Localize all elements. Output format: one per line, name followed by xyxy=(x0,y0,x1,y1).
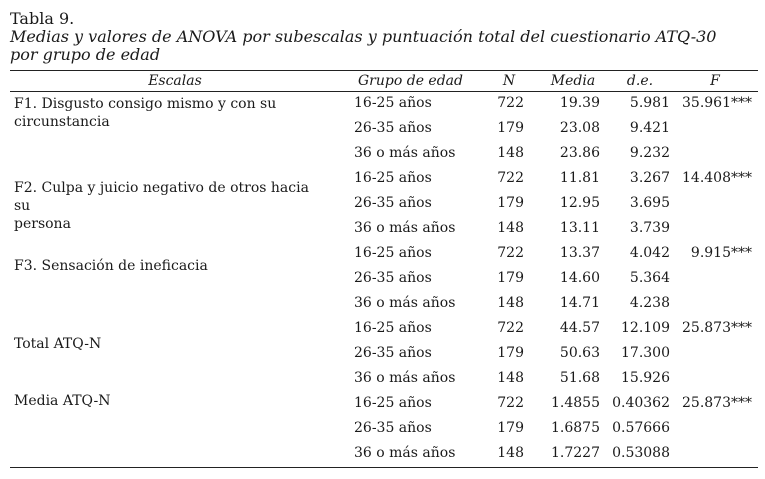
cell-media: 50.63 xyxy=(559,345,600,361)
cell-n: 148 xyxy=(497,220,524,236)
cell-de: 0.40362 xyxy=(612,395,670,411)
table-row xyxy=(10,417,758,442)
table-row xyxy=(10,342,758,367)
cell-grupo: 36 o más años xyxy=(354,370,456,386)
cell-n: 722 xyxy=(497,245,524,261)
table-row xyxy=(10,167,758,192)
cell-n: 722 xyxy=(497,320,524,336)
cell-de: 5.981 xyxy=(629,95,670,111)
cell-grupo: 16-25 años xyxy=(354,170,432,186)
table-row xyxy=(10,192,758,217)
header-grupo-de-edad: Grupo de edad xyxy=(358,73,463,89)
cell-grupo: 16-25 años xyxy=(354,320,432,336)
cell-grupo: 36 o más años xyxy=(354,445,456,461)
cell-media: 51.68 xyxy=(559,370,600,386)
table-caption xyxy=(10,10,755,64)
cell-de: 3.739 xyxy=(629,220,670,236)
cell-grupo: 36 o más años xyxy=(354,145,456,161)
cell-de: 9.232 xyxy=(629,145,670,161)
cell-media: 12.95 xyxy=(559,195,600,211)
cell-grupo: 36 o más años xyxy=(354,295,456,311)
cell-de: 9.421 xyxy=(629,120,670,136)
cell-grupo: 26-35 años xyxy=(354,270,432,286)
cell-media: 1.6875 xyxy=(551,420,600,436)
table-label: Tabla 9. xyxy=(10,9,75,28)
escala-label-line-1: Media ATQ-N xyxy=(14,393,111,409)
cell-grupo: 16-25 años xyxy=(354,95,432,111)
cell-n: 722 xyxy=(497,395,524,411)
cell-grupo: 36 o más años xyxy=(354,220,456,236)
cell-media: 23.86 xyxy=(559,145,600,161)
table-row xyxy=(10,242,758,267)
cell-n: 179 xyxy=(497,270,524,286)
cell-grupo: 26-35 años xyxy=(354,195,432,211)
table-group-total xyxy=(10,317,758,392)
cell-n: 179 xyxy=(497,420,524,436)
cell-f: 9.915*** xyxy=(690,245,752,261)
cell-de: 12.109 xyxy=(621,320,670,336)
cell-n: 148 xyxy=(497,445,524,461)
cell-media: 14.60 xyxy=(559,270,600,286)
cell-n: 722 xyxy=(497,170,524,186)
escala-label-line-1: Total ATQ-N xyxy=(14,336,102,352)
header-f: F xyxy=(710,73,720,89)
cell-n: 179 xyxy=(497,345,524,361)
cell-n: 179 xyxy=(497,195,524,211)
cell-grupo: 16-25 años xyxy=(354,395,432,411)
table-header xyxy=(10,71,758,91)
header-de: d.e. xyxy=(626,73,654,89)
table-bottom-rule xyxy=(10,467,758,468)
table-group-f1 xyxy=(10,92,758,167)
cell-f: 35.961*** xyxy=(682,95,752,111)
table-row xyxy=(10,292,758,317)
table-row xyxy=(10,392,758,417)
cell-de: 0.57666 xyxy=(612,420,670,436)
cell-n: 148 xyxy=(497,145,524,161)
cell-media: 13.37 xyxy=(559,245,600,261)
cell-f: 25.873*** xyxy=(682,395,752,411)
cell-grupo: 16-25 años xyxy=(354,245,432,261)
table-group-f2 xyxy=(10,167,758,242)
escala-label-line-2: persona xyxy=(14,216,71,232)
header-escalas: Escalas xyxy=(148,73,202,89)
anova-table xyxy=(10,70,758,468)
cell-f: 25.873*** xyxy=(682,320,752,336)
escala-label-line-1: F2. Culpa y juicio negativo de otros hacia su xyxy=(14,180,309,214)
table-group-media xyxy=(10,392,758,467)
cell-media: 1.7227 xyxy=(551,445,600,461)
escala-label-line-1: F1. Disgusto consigo mismo y con su xyxy=(14,96,277,112)
table-row xyxy=(10,442,758,467)
cell-media: 14.71 xyxy=(559,295,600,311)
table-row xyxy=(10,217,758,242)
cell-media: 13.11 xyxy=(559,220,600,236)
cell-n: 179 xyxy=(497,120,524,136)
cell-media: 11.81 xyxy=(559,170,600,186)
table-row xyxy=(10,317,758,342)
header-n: N xyxy=(502,73,516,89)
cell-n: 148 xyxy=(497,295,524,311)
cell-n: 722 xyxy=(497,95,524,111)
table-row xyxy=(10,92,758,117)
cell-n: 148 xyxy=(497,370,524,386)
cell-media: 19.39 xyxy=(559,95,600,111)
table-row xyxy=(10,117,758,142)
table-title-line-1: Medias y valores de ANOVA por subescalas y puntuación total del cuestionario ATQ-30 xyxy=(10,27,717,46)
cell-grupo: 26-35 años xyxy=(354,420,432,436)
escala-label-line-2: circunstancia xyxy=(14,114,110,130)
table-row xyxy=(10,367,758,392)
cell-de: 4.238 xyxy=(629,295,670,311)
cell-de: 3.695 xyxy=(629,195,670,211)
table-row xyxy=(10,267,758,292)
table-group-f3 xyxy=(10,242,758,317)
cell-de: 4.042 xyxy=(629,245,670,261)
cell-de: 0.53088 xyxy=(612,445,670,461)
cell-de: 15.926 xyxy=(621,370,670,386)
cell-media: 23.08 xyxy=(559,120,600,136)
cell-grupo: 26-35 años xyxy=(354,345,432,361)
escala-label-line-1: F3. Sensación de ineficacia xyxy=(14,258,208,274)
cell-grupo: 26-35 años xyxy=(354,120,432,136)
cell-de: 17.300 xyxy=(621,345,670,361)
cell-media: 1.4855 xyxy=(551,395,600,411)
cell-f: 14.408*** xyxy=(682,170,752,186)
table-title-line-2: por grupo de edad xyxy=(10,45,161,64)
table-row xyxy=(10,142,758,167)
cell-de: 5.364 xyxy=(629,270,670,286)
cell-de: 3.267 xyxy=(629,170,670,186)
cell-media: 44.57 xyxy=(559,320,600,336)
header-media: Media xyxy=(550,73,596,89)
